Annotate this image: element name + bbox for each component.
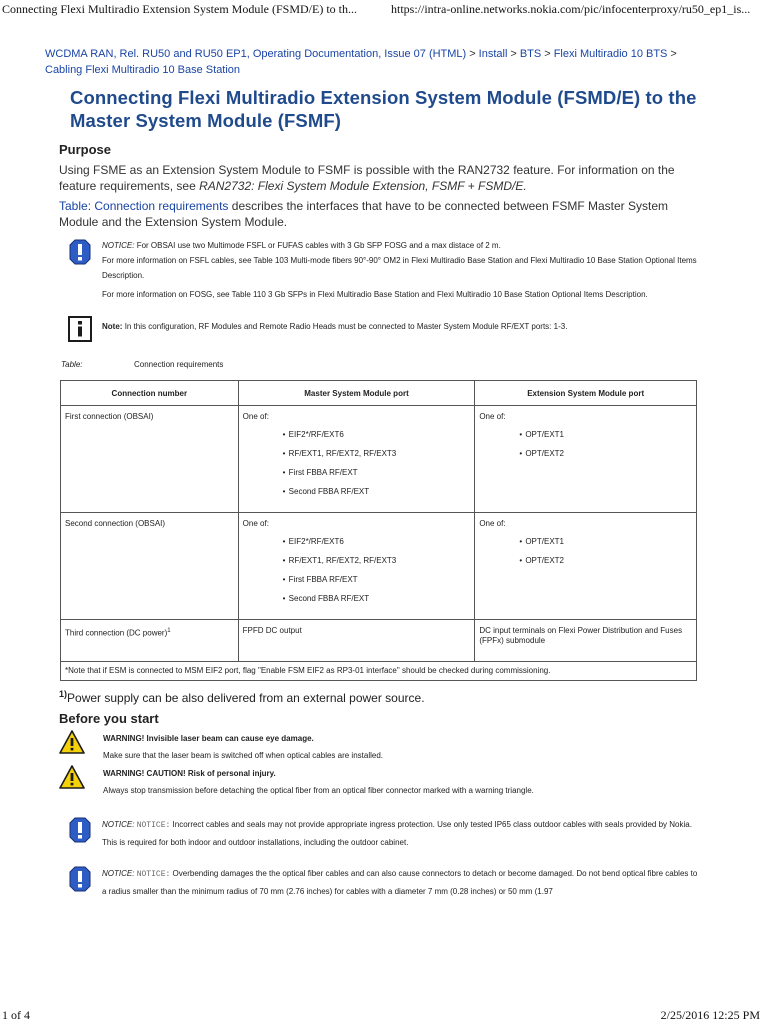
warning-text: Always stop transmission before detaching the optical fiber from an optical fiber connector marked with a warning triangle. [103, 786, 534, 795]
warning-heading: WARNING! Invisible laser beam can cause eye damage. [103, 734, 314, 743]
list-item: • EIF2*/RF/EXT6 [283, 430, 471, 440]
warning-laser [59, 730, 700, 763]
table-header-cell: Extension System Module port [475, 381, 697, 406]
warning-injury [59, 765, 700, 798]
breadcrumb-link-flexi-bts[interactable]: Flexi Multiradio 10 BTS [553, 48, 668, 60]
purpose-paragraph-2 [59, 198, 700, 230]
port-list [243, 430, 471, 497]
breadcrumb-separator: > [544, 48, 551, 60]
notice-mono-label: NOTICE: [136, 870, 171, 879]
notice-label: NOTICE: [102, 820, 135, 829]
print-footer [0, 1008, 768, 1024]
table-caption [61, 360, 700, 369]
cell-intro: One of: [242, 412, 269, 421]
table-cell [475, 406, 697, 513]
purpose-paragraph-1 [59, 162, 700, 194]
table-cell: First connection (OBSAI) [61, 406, 239, 513]
table-reference-text: describes the interfaces that have to be connected between FSMF Master System Module and the Extension System Module. [59, 199, 668, 229]
table-header-row [61, 381, 697, 406]
breadcrumb-link-bts[interactable]: BTS [519, 48, 542, 60]
table-header-cell: Connection number [61, 381, 239, 406]
page-content [45, 46, 700, 900]
table-cell: FPFD DC output [238, 620, 475, 662]
list-item: • OPT/EXT2 [519, 449, 692, 459]
port-list [243, 537, 471, 604]
table-cell [475, 513, 697, 620]
list-item: • Second FBBA RF/EXT [283, 487, 471, 497]
cell-intro: One of: [479, 519, 506, 528]
footnote-marker: 1 [167, 628, 171, 634]
notice-overbending [59, 865, 700, 900]
table-cell [238, 406, 475, 513]
table-cell: Second connection (OBSAI) [61, 513, 239, 620]
notice-text: Incorrect cables and seals may not provide appropriate ingress protection. Use only tested IP65 class outdoor cables with seals provided by Nokia. This is required for both indoor and outdoor installations, including the outdoor cabinet. [102, 820, 692, 847]
print-header-url: https://intra-online.networks.nokia.com/pic/infocenterproxy/ru50_ep1_is... [391, 2, 751, 16]
table-row [61, 406, 697, 513]
port-list [479, 537, 692, 566]
list-item: • Second FBBA RF/EXT [283, 594, 471, 604]
info-icon [68, 316, 92, 342]
purpose-heading: Purpose [59, 142, 112, 157]
table-header-cell: Master System Module port [238, 381, 475, 406]
connection-requirements-table [60, 380, 697, 681]
table-cell [61, 620, 239, 662]
notice-text: For OBSAI use two Multimode FSFL or FUFAS cables with 3 Gb SFP FOSG and a max distace of 2 m. [136, 241, 501, 250]
feature-reference: RAN2732: Flexi System Module Extension, FSMF + FSMD/E. [199, 179, 527, 193]
notice-icon [69, 239, 91, 265]
breadcrumb-link-cabling[interactable]: Cabling Flexi Multiradio 10 Base Station [45, 64, 241, 76]
breadcrumb-separator: > [469, 48, 476, 60]
breadcrumb-link-docs[interactable]: WCDMA RAN, Rel. RU50 and RU50 EP1, Operating Documentation, Issue 07 (HTML) [45, 48, 467, 60]
list-item: • RF/EXT1, RF/EXT2, RF/EXT3 [283, 449, 471, 459]
note-text: In this configuration, RF Modules and Remote Radio Heads must be connected to Master System Module RF/EXT ports: 1-3. [124, 322, 568, 331]
footnote [59, 689, 700, 705]
print-header-title: Connecting Flexi Multiradio Extension System Module (FSMD/E) to th... [2, 2, 357, 16]
notice-icon [69, 817, 91, 843]
list-item: • EIF2*/RF/EXT6 [283, 537, 471, 547]
cell-text: Third connection (DC power) [65, 628, 168, 638]
table-cell: DC input terminals on Flexi Power Distribution and Fuses (FPFx) submodule [475, 620, 697, 662]
print-datetime: 2/25/2016 12:25 PM [660, 1008, 760, 1022]
list-item: • First FBBA RF/EXT [283, 575, 471, 585]
list-item: • RF/EXT1, RF/EXT2, RF/EXT3 [283, 556, 471, 566]
table-caption-label: Table: [61, 360, 83, 369]
notice-mono-label: NOTICE: [136, 821, 171, 830]
notice-label: NOTICE: [102, 869, 135, 878]
warning-heading: WARNING! CAUTION! Risk of personal injury. [103, 769, 276, 778]
table-caption-text: Connection requirements [134, 360, 224, 369]
table-reference-link[interactable]: Table: Connection requirements [59, 199, 229, 213]
breadcrumb-separator: > [670, 48, 677, 60]
port-list [479, 430, 692, 459]
notice-obsai [59, 238, 700, 302]
note-label: Note: [102, 322, 123, 331]
list-item: • OPT/EXT1 [519, 537, 692, 547]
table-row [61, 513, 697, 620]
footnote-marker: 1) [59, 689, 68, 699]
list-item: • OPT/EXT2 [519, 556, 692, 566]
warning-triangle-icon [59, 765, 85, 789]
notice-text-fsfl: For more information on FSFL cables, see Table 103 Multi-mode fibers 90°-90° OM2 in Flexi Multiradio Base Station and Flexi Multiradio 10 Base Station Optional Items Description. [102, 256, 697, 280]
purpose-text: Using FSME as an Extension System Module to FSMF is possible with the RAN2732 feature. For information on the feature requirements, see [59, 163, 675, 193]
breadcrumb-link-install[interactable]: Install [478, 48, 508, 60]
list-item: • First FBBA RF/EXT [283, 468, 471, 478]
notice-label: NOTICE: [102, 241, 135, 250]
table-cell [238, 513, 475, 620]
table-note: *Note that if ESM is connected to MSM EIF2 port, flag "Enable FSM EIF2 as RP3-01 interface" should be checked during commissioning. [61, 662, 697, 681]
before-you-start-heading: Before you start [59, 711, 159, 726]
article-body [59, 142, 700, 900]
notice-icon [69, 866, 91, 892]
table-note-row [61, 662, 697, 681]
table-row [61, 620, 697, 662]
warning-triangle-icon [59, 730, 85, 754]
notice-text: Overbending damages the the optical fiber cables and can also cause connectors to detach or become damaged. Do not bend optical fibre cables to a radius smaller than the minimum radius of 70 mm (2.76 inches) for cables with a diameter 7 mm (0.28 inches) or 50 mm (1.97 [102, 869, 698, 896]
list-item: • OPT/EXT1 [519, 430, 692, 440]
notice-ingress [59, 816, 700, 851]
page-title: Connecting Flexi Multiradio Extension System Module (FSMD/E) to the Master System Module (FSMF) [70, 87, 697, 131]
print-header [0, 0, 768, 18]
page-number: 1 of 4 [2, 1008, 30, 1022]
note-configuration [59, 318, 700, 348]
notice-text-fosg: For more information on FOSG, see Table 110 3 Gb SFPs in Flexi Multiradio Base Station and Flexi Multiradio 10 Base Station Optional Items Description. [102, 290, 648, 299]
cell-intro: One of: [242, 519, 269, 528]
footnote-text: Power supply can be also delivered from an external power source. [67, 691, 425, 705]
breadcrumb [45, 46, 700, 78]
warning-text: Make sure that the laser beam is switched off when optical cables are installed. [103, 751, 383, 760]
cell-intro: One of: [479, 412, 506, 421]
breadcrumb-separator: > [510, 48, 517, 60]
